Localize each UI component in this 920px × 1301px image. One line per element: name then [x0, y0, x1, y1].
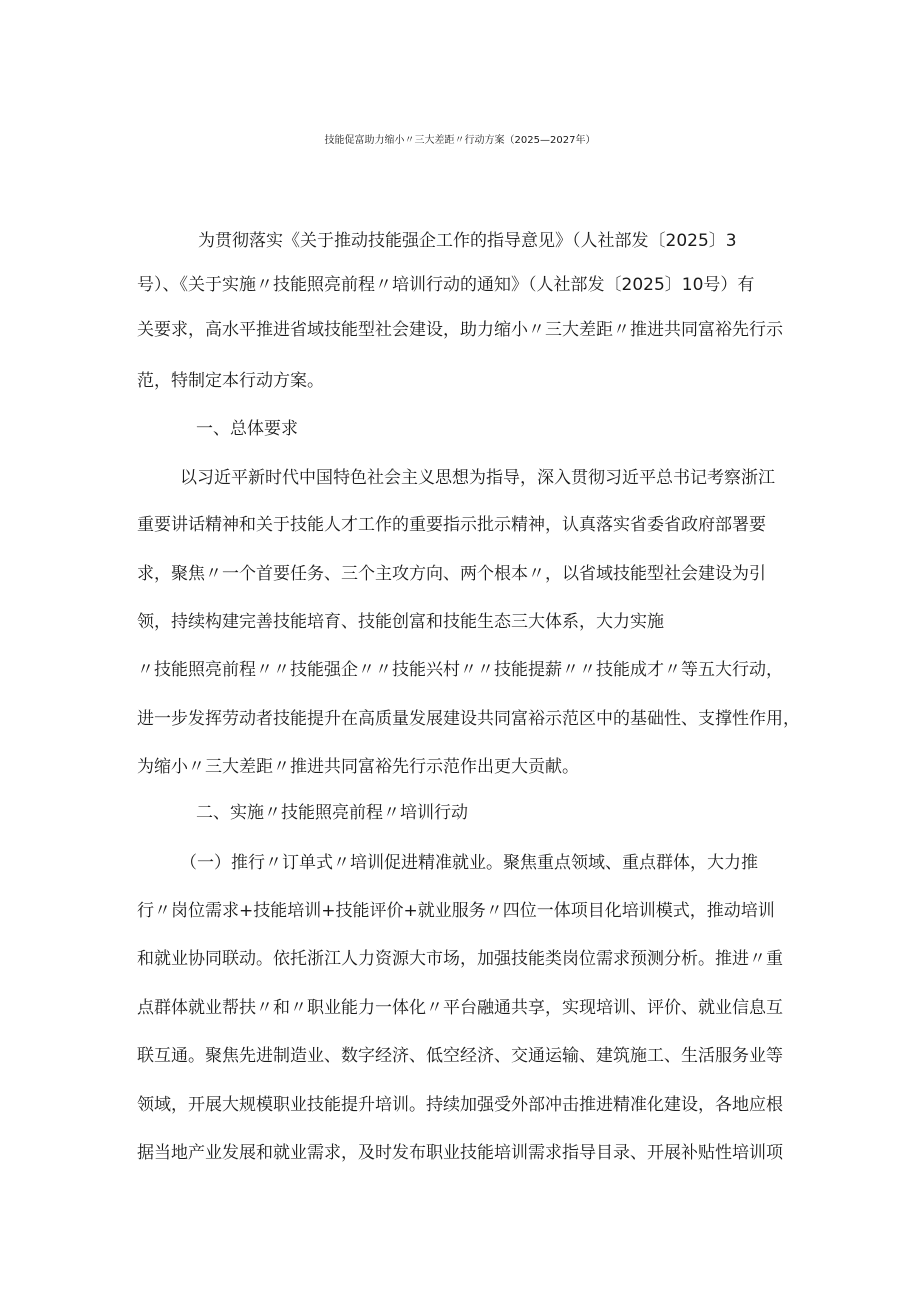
section2-line-2: 行〃岗位需求+技能培训+技能评价+就业服务〃四位一体项目化培训模式，推动培训	[137, 901, 775, 921]
section1-line-1: 以习近平新时代中国特色社会主义思想为指导，深入贯彻习近平总书记考察浙江	[180, 468, 775, 488]
section2-line-5: 联互通。聚焦先进制造业、数字经济、低空经济、交通运输、建筑施工、生活服务业等	[137, 1046, 783, 1066]
intro-line-2: 号）、《关于实施〃技能照亮前程〃培训行动的通知》（人社部发〔2025〕10号）有	[137, 275, 755, 295]
intro-line-4: 范，特制定本行动方案。	[137, 371, 324, 391]
section-heading-training-action: 二、实施〃技能照亮前程〃培训行动	[196, 803, 468, 823]
intro-line-3: 关要求，高水平推进省域技能型社会建设，助力缩小〃三大差距〃推进共同富裕先行示	[137, 320, 783, 340]
section2-line-3: 和就业协同联动。依托浙江人力资源大市场，加强技能类岗位需求预测分析。推进〃重	[137, 949, 783, 969]
section2-line-4: 点群体就业帮扶〃和〃职业能力一体化〃平台融通共享，实现培训、评价、就业信息互	[137, 998, 783, 1018]
section1-line-3: 求，聚焦〃一个首要任务、三个主攻方向、两个根本〃，以省域技能型社会建设为引	[137, 564, 766, 584]
section1-line-4: 领，持续构建完善技能培育、技能创富和技能生态三大体系，大力实施	[137, 612, 664, 632]
section2-line-7: 据当地产业发展和就业需求，及时发布职业技能培训需求指导目录、开展补贴性培训项	[137, 1143, 783, 1163]
section2-line-6: 领域，开展大规模职业技能提升培训。持续加强受外部冲击推进精准化建设，各地应根	[137, 1095, 783, 1115]
section1-line-2: 重要讲话精神和关于技能人才工作的重要指示批示精神，认真落实省委省政府部署要	[137, 515, 766, 535]
section2-line-1: （一）推行〃订单式〃培训促进精准就业。聚焦重点领域、重点群体，大力推	[180, 853, 758, 873]
section1-line-7: 为缩小〃三大差距〃推进共同富裕先行示范作出更大贡献。	[137, 757, 579, 777]
document-title: 技能促富助力缩小〃三大差距〃行动方案（2025—2027年）	[324, 135, 596, 146]
section1-line-5: 〃技能照亮前程〃〃技能强企〃〃技能兴村〃〃技能提薪〃〃技能成才〃等五大行动，	[137, 660, 783, 680]
section1-line-6: 进一步发挥劳动者技能提升在高质量发展建设共同富裕示范区中的基础性、支撑性作用，	[137, 709, 800, 729]
section-heading-general-requirements: 一、总体要求	[196, 419, 298, 439]
intro-line-1: 为贯彻落实《关于推动技能强企工作的指导意见》（人社部发〔2025〕3	[198, 231, 737, 251]
